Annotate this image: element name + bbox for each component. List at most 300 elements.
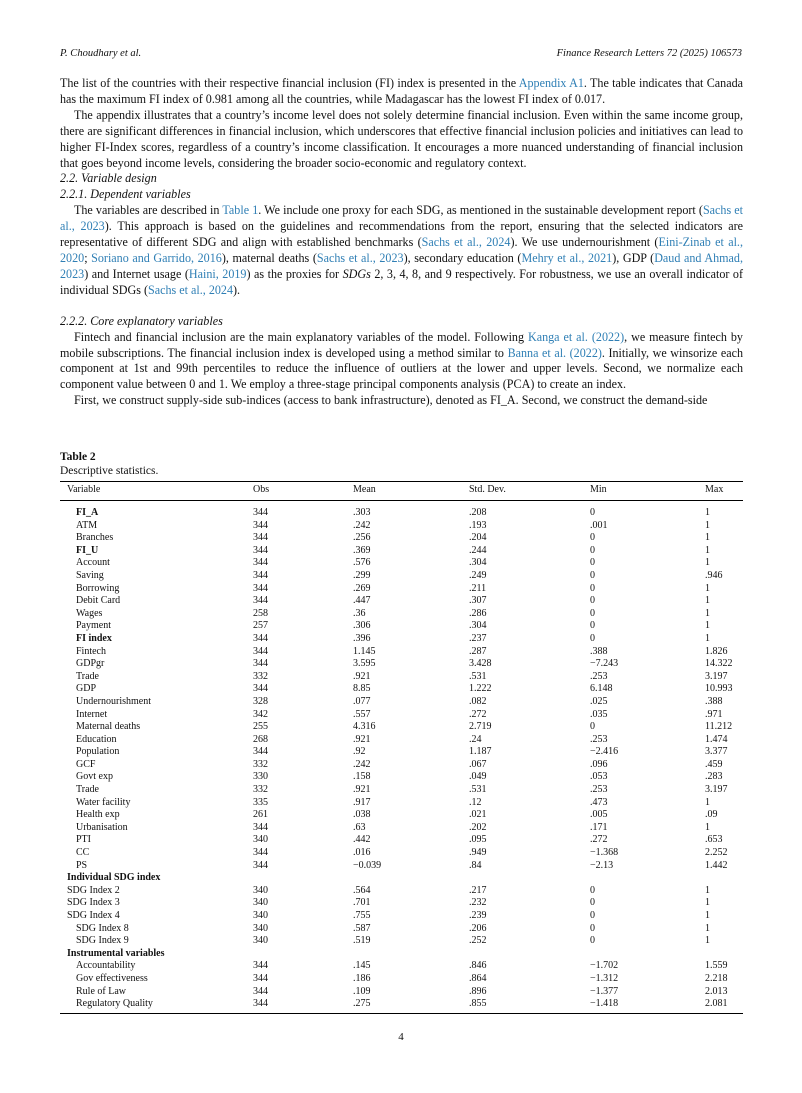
variable-name-cell: Debit Card — [76, 595, 121, 607]
variable-name-cell: Borrowing — [76, 582, 120, 594]
value-cell: .252 — [469, 935, 487, 947]
value-cell: 344 — [253, 985, 268, 997]
variable-name-cell: Education — [76, 733, 117, 745]
value-cell: .921 — [353, 784, 371, 796]
descriptive-statistics-table — [60, 481, 743, 1014]
value-cell: 344 — [253, 847, 268, 859]
value-cell: .249 — [469, 569, 487, 581]
value-cell: 0 — [590, 569, 595, 581]
value-cell: .211 — [469, 582, 487, 594]
value-cell: 0 — [590, 935, 595, 947]
variable-name-cell: PTI — [76, 834, 91, 846]
table-row — [60, 958, 743, 971]
value-cell: 1.826 — [705, 645, 728, 657]
value-cell: .067 — [469, 758, 487, 770]
value-cell: 1 — [705, 582, 710, 594]
paragraph-appendix: The appendix illustrates that a country’s income level does not solely determine financial inclusion. Even within the same income group, there are significant differences in financial inclusion, which underscores that effective financial inclusion policies and initiatives can lead to higher FI-Index scores, regardless of a country’s income classification. It encourages a more nuanced understanding of financial inclusion that goes beyond income levels, considering the broader socio-economic and regulatory context. — [60, 107, 743, 170]
table-row — [60, 694, 743, 707]
value-cell: .442 — [353, 834, 371, 846]
page-number: 4 — [398, 1031, 404, 1043]
value-cell: −1.702 — [590, 960, 619, 972]
section-heading-2-2: 2.2. Variable design — [60, 171, 157, 186]
paragraph-pca: First, we construct supply-side sub-indices (access to bank infrastructure), denoted as FI_A. Second, we construct the demand-side — [74, 393, 708, 408]
table-row — [60, 757, 743, 770]
value-cell: −7.243 — [590, 658, 619, 670]
value-cell: 0 — [590, 544, 595, 556]
table-row — [60, 933, 743, 946]
value-cell: 344 — [253, 582, 268, 594]
value-cell: .239 — [469, 910, 487, 921]
value-cell: 1 — [705, 821, 710, 833]
value-cell: .864 — [469, 972, 487, 984]
value-cell: .755 — [353, 910, 371, 921]
value-cell: 0 — [590, 721, 595, 733]
variable-name-cell: Saving — [76, 569, 104, 581]
value-cell: 2.081 — [705, 998, 728, 1010]
variable-name-cell: FI_A — [76, 507, 99, 518]
variable-name-cell: Payment — [76, 620, 111, 632]
value-cell: 1.474 — [705, 733, 728, 745]
variable-name-cell: Undernourishment — [76, 695, 151, 707]
value-cell: .158 — [353, 771, 371, 783]
table-body — [60, 501, 743, 1013]
variable-name-cell: GDP — [76, 683, 97, 695]
value-cell: .587 — [353, 922, 371, 934]
value-cell: 340 — [253, 884, 268, 896]
value-cell: 332 — [253, 758, 268, 770]
value-cell: .24 — [469, 733, 482, 745]
variable-name-cell: SDG Index 4 — [67, 910, 120, 921]
value-cell: .186 — [353, 972, 371, 984]
table-row — [60, 644, 743, 657]
value-cell: .576 — [353, 557, 371, 569]
table-row — [60, 921, 743, 934]
value-cell: .038 — [353, 809, 371, 821]
value-cell: .035 — [590, 708, 608, 720]
variable-name-cell: Population — [76, 746, 120, 758]
value-cell: .949 — [469, 847, 487, 859]
table-row — [60, 518, 743, 531]
value-cell: .253 — [590, 670, 608, 682]
value-cell: 332 — [253, 670, 268, 682]
link-citation[interactable]: Mehry et al., 2021 — [521, 250, 613, 265]
variable-name-cell: Regulatory Quality — [76, 998, 153, 1010]
column-header: Obs — [253, 484, 270, 495]
table-row — [60, 732, 743, 745]
paragraph-explanatory-vars: Fintech and financial inclusion are the main explanatory variables of the model. Following Kanga et al. (2022), we measure fintech by mobile subscriptions. The financial inclusion index is developed using a method similar to Banna et al. (2022). Initially, we winsorize each component at 1st and 99th percentiles to reduce the influence of outliers at the lower and upper levels. Second, we normalize each component value between 0 and 1. We employ a three-stage principal components analysis (PCA) to create an index. — [60, 329, 743, 392]
value-cell: 2.719 — [469, 721, 492, 733]
value-cell: .307 — [469, 595, 487, 607]
value-cell: 1 — [705, 935, 710, 947]
value-cell: .272 — [469, 708, 487, 720]
table-row — [60, 719, 743, 732]
paragraph-dependent-vars: The variables are described in Table 1. We include one proxy for each SDG, as mentioned in the sustainable development report (Sachs et al., 2023). This approach is based on the guidelines and recommendations from the report, ensuring that the selected indicators are representative of different SDG and align with established benchmarks (Sachs et al., 2024). We use undernourishment (Eini-Zinab et al., 2020; Soriano and Garrido, 2016), maternal deaths (Sachs et al., 2023), secondary education (Mehry et al., 2021), GDP (Daud and Ahmad, 2023) and Internet usage (Haini, 2019) as the proxies for SDGs 2, 3, 4, 8, and 9 respectively. For robustness, we use an overall indicator of individual SDGs (Sachs et al., 2024). — [60, 203, 744, 297]
value-cell: .304 — [469, 557, 487, 569]
value-cell: .193 — [469, 519, 487, 531]
link-citation[interactable]: Soriano and Garrido, 2016 — [91, 250, 222, 265]
variable-name-cell: Maternal deaths — [76, 721, 141, 733]
value-cell: 328 — [253, 695, 268, 707]
value-cell: .921 — [353, 670, 371, 682]
value-cell: 344 — [253, 960, 268, 972]
value-cell: −1.368 — [590, 847, 619, 859]
value-cell: 340 — [253, 935, 268, 947]
table-row — [60, 593, 743, 606]
value-cell: 344 — [253, 658, 268, 670]
column-header: Mean — [353, 484, 376, 495]
value-cell: 261 — [253, 809, 268, 821]
table-row — [60, 669, 743, 682]
value-cell: .145 — [353, 960, 371, 972]
variable-name-cell: SDG Index 2 — [67, 884, 120, 896]
table-row — [60, 996, 743, 1009]
link-appendix-a1[interactable]: Appendix A1 — [518, 76, 584, 90]
variable-name-cell: SDG Index 9 — [76, 935, 129, 947]
table-row — [60, 946, 743, 959]
value-cell: .016 — [353, 847, 371, 859]
table-row — [60, 656, 743, 669]
value-cell: 3.428 — [469, 658, 492, 670]
variable-name-cell: CC — [76, 847, 90, 859]
column-header: Max — [705, 484, 724, 495]
value-cell: 0 — [590, 595, 595, 607]
value-cell: 1 — [705, 557, 710, 569]
value-cell: .077 — [353, 695, 371, 707]
table-row — [60, 971, 743, 984]
value-cell: 268 — [253, 733, 268, 745]
value-cell: .396 — [353, 632, 371, 644]
table-row — [60, 568, 743, 581]
table-row — [60, 832, 743, 845]
value-cell: .369 — [353, 544, 371, 556]
value-cell: 8.85 — [353, 683, 371, 695]
link-citation[interactable]: Sachs et al., 2023 — [316, 250, 404, 265]
value-cell: 1 — [705, 607, 710, 619]
value-cell: .272 — [590, 834, 608, 846]
variable-name-cell: Fintech — [76, 645, 106, 657]
value-cell: .204 — [469, 532, 487, 544]
value-cell: 1 — [705, 632, 710, 644]
link-citation[interactable]: Sachs et al., 2024 — [421, 235, 511, 250]
header-authors: P. Choudhary et al. — [60, 48, 142, 59]
value-cell: 342 — [253, 708, 268, 720]
table-caption — [60, 450, 158, 478]
table-title: Descriptive statistics. — [60, 465, 159, 477]
variable-name-cell: Instrumental variables — [67, 947, 165, 959]
value-cell: 344 — [253, 821, 268, 833]
variable-name-cell: Urbanisation — [76, 821, 128, 833]
value-cell: .896 — [469, 985, 487, 997]
value-cell: .303 — [353, 507, 371, 518]
value-cell: .855 — [469, 998, 487, 1010]
table-row — [60, 744, 743, 757]
value-cell: .304 — [469, 620, 487, 632]
value-cell: .095 — [469, 834, 487, 846]
value-cell: 332 — [253, 784, 268, 796]
value-cell: −2.13 — [590, 859, 614, 871]
value-cell: 0 — [590, 607, 595, 619]
link-citation[interactable]: Haini, 2019 — [188, 266, 247, 281]
value-cell: 344 — [253, 632, 268, 644]
value-cell: .447 — [353, 595, 371, 607]
value-cell: 1 — [705, 595, 710, 607]
value-cell: 0 — [590, 507, 595, 518]
value-cell: 0 — [590, 532, 595, 544]
value-cell: 3.377 — [705, 746, 728, 758]
link-citation[interactable]: Kanga et al. (2022) — [527, 329, 625, 344]
value-cell: 344 — [253, 645, 268, 657]
table-row — [60, 707, 743, 720]
column-header: Std. Dev. — [469, 484, 506, 495]
value-cell: .557 — [353, 708, 371, 720]
value-cell: 344 — [253, 595, 268, 607]
value-cell: .12 — [469, 796, 482, 808]
table-row — [60, 530, 743, 543]
link-citation[interactable]: Eini-Zinab et al., 2020 — [60, 235, 743, 265]
value-cell: .388 — [590, 645, 608, 657]
table-row — [60, 681, 743, 694]
value-cell: 11.212 — [705, 721, 733, 733]
value-cell: .564 — [353, 884, 371, 896]
table-row — [60, 883, 743, 896]
value-cell: .001 — [590, 519, 608, 531]
value-cell: 1.559 — [705, 960, 728, 972]
value-cell: 0 — [590, 910, 595, 921]
variable-name-cell: ATM — [76, 519, 98, 531]
value-cell: 335 — [253, 796, 268, 808]
value-cell: 1 — [705, 544, 710, 556]
variable-name-cell: Individual SDG index — [67, 872, 161, 884]
value-cell: .701 — [353, 897, 371, 909]
table-row — [60, 984, 743, 997]
link-citation[interactable]: Sachs et al., 2024 — [148, 282, 234, 297]
value-cell: .171 — [590, 821, 608, 833]
table-row — [60, 845, 743, 858]
value-cell: .256 — [353, 532, 371, 544]
value-cell: .846 — [469, 960, 487, 972]
value-cell: .109 — [353, 985, 371, 997]
value-cell: 0 — [590, 922, 595, 934]
value-cell: .84 — [469, 859, 482, 871]
value-cell: 1 — [705, 519, 710, 531]
value-cell: −1.377 — [590, 985, 619, 997]
value-cell: 14.322 — [705, 658, 733, 670]
value-cell: 255 — [253, 721, 268, 733]
value-cell: 3.197 — [705, 670, 728, 682]
table-header-row — [60, 482, 743, 501]
value-cell: .237 — [469, 632, 487, 644]
value-cell: 1 — [705, 884, 710, 896]
column-header: Min — [590, 484, 607, 495]
variable-name-cell: GCF — [76, 758, 96, 770]
value-cell: .202 — [469, 821, 487, 833]
value-cell: .286 — [469, 607, 487, 619]
value-cell: .283 — [705, 771, 723, 783]
value-cell: 1 — [705, 796, 710, 808]
value-cell: 344 — [253, 519, 268, 531]
table-row — [60, 858, 743, 871]
variable-name-cell: Internet — [76, 708, 108, 720]
value-cell: .021 — [469, 809, 487, 821]
value-cell: 0 — [590, 582, 595, 594]
article-body — [60, 76, 743, 409]
value-cell: 330 — [253, 771, 268, 783]
link-citation[interactable]: Banna et al. (2022) — [507, 345, 602, 360]
running-header — [60, 48, 742, 62]
value-cell: 344 — [253, 507, 268, 518]
value-cell: .921 — [353, 733, 371, 745]
variable-name-cell: Gov effectiveness — [76, 972, 148, 984]
variable-name-cell: Trade — [76, 670, 99, 682]
variable-name-cell: GDPgr — [76, 658, 105, 670]
variable-name-cell: Govt exp — [76, 771, 113, 783]
value-cell: −0.039 — [353, 859, 382, 871]
table-row — [60, 782, 743, 795]
value-cell: 344 — [253, 569, 268, 581]
variable-name-cell: SDG Index 3 — [67, 897, 120, 909]
variable-name-cell: Water facility — [76, 796, 131, 808]
value-cell: 2.013 — [705, 985, 728, 997]
value-cell: .287 — [469, 645, 487, 657]
value-cell: 1 — [705, 620, 710, 632]
value-cell: .082 — [469, 695, 487, 707]
value-cell: .025 — [590, 695, 608, 707]
value-cell: 3.197 — [705, 784, 728, 796]
value-cell: .531 — [469, 784, 487, 796]
value-cell: .232 — [469, 897, 487, 909]
value-cell: 340 — [253, 922, 268, 934]
paragraph-fi-list: The list of the countries with their respective financial inclusion (FI) index is presented in the Appendix A1. The table indicates that Canada has the maximum FI index of 0.981 among all the countries, while Madagascar has the lowest FI index of 0.017. — [60, 76, 744, 106]
value-cell: .388 — [705, 695, 723, 707]
section-heading-2-2-2: 2.2.2. Core explanatory variables — [60, 313, 223, 328]
link-table-1[interactable]: Table 1 — [222, 203, 259, 218]
table-row — [60, 769, 743, 782]
value-cell: .049 — [469, 771, 487, 783]
value-cell: .653 — [705, 834, 723, 846]
variable-name-cell: FI index — [76, 632, 112, 644]
value-cell: .217 — [469, 884, 487, 896]
value-cell: 0 — [590, 557, 595, 569]
value-cell: .242 — [353, 519, 371, 531]
value-cell: .275 — [353, 998, 371, 1010]
value-cell: −2.416 — [590, 746, 619, 758]
value-cell: .208 — [469, 507, 487, 518]
table-row — [60, 606, 743, 619]
value-cell: 4.316 — [353, 721, 376, 733]
value-cell: 344 — [253, 859, 268, 871]
value-cell: .242 — [353, 758, 371, 770]
table-row — [60, 543, 743, 556]
value-cell: −1.418 — [590, 998, 619, 1010]
value-cell: 0 — [590, 884, 595, 896]
table-row — [60, 581, 743, 594]
value-cell: 3.595 — [353, 658, 376, 670]
value-cell: .299 — [353, 569, 371, 581]
table-row — [60, 618, 743, 631]
value-cell: .005 — [590, 809, 608, 821]
value-cell: .971 — [705, 708, 723, 720]
value-cell: 1 — [705, 897, 710, 909]
value-cell: 1 — [705, 922, 710, 934]
table-row — [60, 807, 743, 820]
value-cell: 2.252 — [705, 847, 728, 859]
section-heading-2-2-1: 2.2.1. Dependent variables — [60, 187, 191, 202]
column-header: Variable — [67, 484, 101, 495]
value-cell: 344 — [253, 972, 268, 984]
value-cell: 1.222 — [469, 683, 492, 695]
value-cell: .269 — [353, 582, 371, 594]
value-cell: 340 — [253, 897, 268, 909]
value-cell: 257 — [253, 620, 268, 632]
link-citation[interactable]: Daud and Ahmad, 2023 — [60, 250, 743, 281]
variable-name-cell: Trade — [76, 784, 99, 796]
value-cell: .531 — [469, 670, 487, 682]
variable-name-cell: FI_U — [76, 544, 99, 556]
value-cell: 6.148 — [590, 683, 613, 695]
variable-name-cell: Accountability — [76, 960, 136, 972]
variable-name-cell: PS — [76, 859, 88, 871]
value-cell: −1.312 — [590, 972, 619, 984]
variable-name-cell: SDG Index 8 — [76, 922, 129, 934]
value-cell: .206 — [469, 922, 487, 934]
table-row — [60, 895, 743, 908]
value-cell: 1.187 — [469, 746, 492, 758]
value-cell: 344 — [253, 532, 268, 544]
table-label: Table 2 — [60, 451, 96, 463]
value-cell: .473 — [590, 796, 608, 808]
value-cell: 344 — [253, 998, 268, 1010]
value-cell: .253 — [590, 733, 608, 745]
table-row — [60, 820, 743, 833]
value-cell: 0 — [590, 632, 595, 644]
header-journal: Finance Research Letters 72 (2025) 106573 — [556, 48, 742, 59]
value-cell: 344 — [253, 683, 268, 695]
value-cell: .946 — [705, 569, 723, 581]
value-cell: .09 — [705, 809, 718, 821]
value-cell: 344 — [253, 544, 268, 556]
variable-name-cell: Account — [76, 557, 110, 569]
value-cell: .253 — [590, 784, 608, 796]
value-cell: 1 — [705, 507, 710, 518]
value-cell: 340 — [253, 910, 268, 921]
value-cell: .63 — [353, 821, 366, 833]
table-row — [60, 505, 743, 518]
value-cell: 0 — [590, 620, 595, 632]
value-cell: 340 — [253, 834, 268, 846]
table-row — [60, 795, 743, 808]
table-row — [60, 555, 743, 568]
value-cell: 10.993 — [705, 683, 733, 695]
value-cell: .053 — [590, 771, 608, 783]
variable-name-cell: Rule of Law — [76, 985, 126, 997]
value-cell: .92 — [353, 746, 366, 758]
value-cell: 1 — [705, 532, 710, 544]
variable-name-cell: Branches — [76, 532, 114, 544]
value-cell: .306 — [353, 620, 371, 632]
table-row — [60, 870, 743, 883]
table-row — [60, 908, 743, 921]
link-citation[interactable]: Sachs et al., 2023 — [60, 203, 744, 234]
value-cell: .459 — [705, 758, 723, 770]
value-cell: 2.218 — [705, 972, 728, 984]
value-cell: 0 — [590, 897, 595, 909]
value-cell: 344 — [253, 746, 268, 758]
value-cell: .36 — [353, 607, 366, 619]
value-cell: .519 — [353, 935, 371, 947]
value-cell: 1.442 — [705, 859, 728, 871]
value-cell: .244 — [469, 544, 487, 556]
value-cell: .096 — [590, 758, 608, 770]
